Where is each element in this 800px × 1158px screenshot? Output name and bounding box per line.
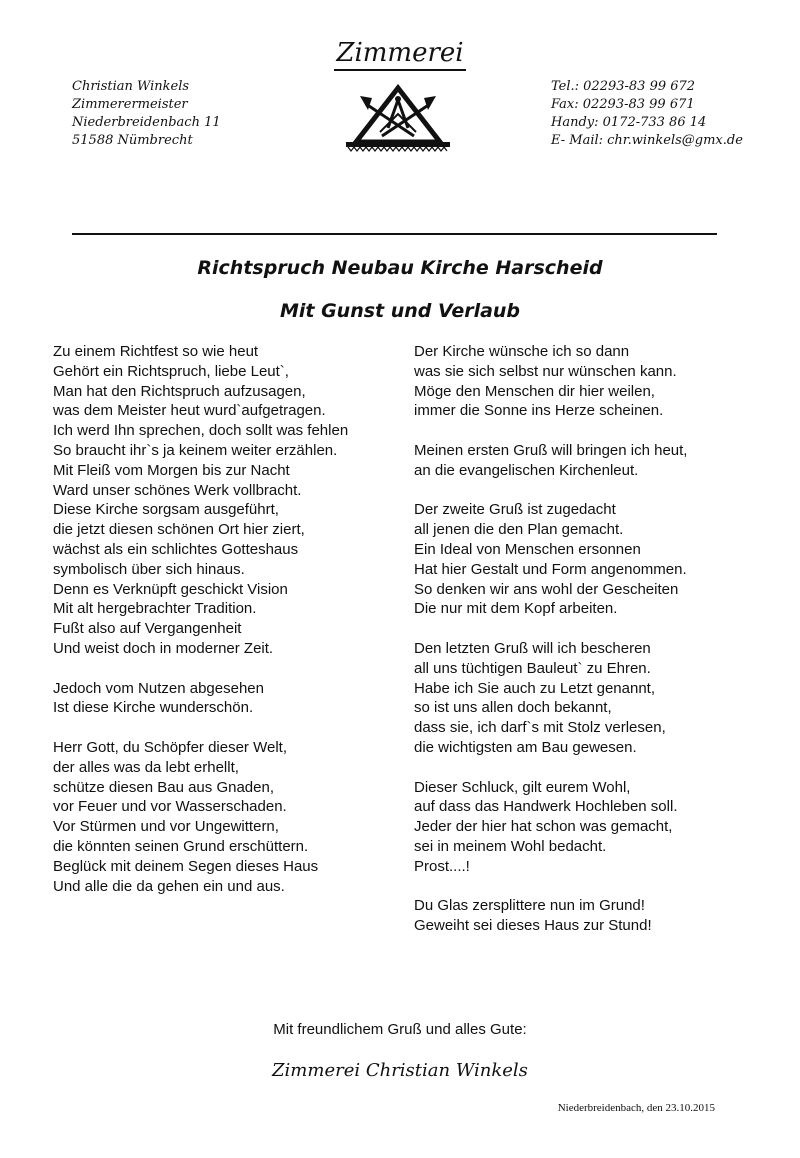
poem-line: Der Kirche wünsche ich so dann <box>414 343 630 360</box>
poem-line: wächst als ein schlichtes Gotteshaus <box>53 540 299 558</box>
poem-stanza <box>414 778 687 877</box>
poem-line: Ein Ideal von Menschen ersonnen <box>414 540 641 558</box>
poem-line: Geweiht sei dieses Haus zur Stund! <box>414 917 652 935</box>
page-title: Richtspruch Neubau Kirche Harscheid <box>197 257 603 279</box>
poem-line: Jedoch vom Nutzen abgesehen <box>53 679 264 697</box>
sender-city: 51588 Nümbrecht <box>72 133 193 148</box>
poem-stanza <box>414 896 687 936</box>
poem-line: So denken wir ans wohl der Gescheiten <box>414 580 679 598</box>
poem-line: Mit Fleiß vom Morgen bis zur Nacht <box>53 461 290 479</box>
poem-line: auf dass das Handwerk Hochleben soll. <box>414 798 678 816</box>
contact-mobile: Handy: 0172-733 86 14 <box>551 115 707 130</box>
poem-line: Prost....! <box>414 857 470 875</box>
poem-line: Denn es Verknüpft geschickt Vision <box>53 580 288 598</box>
poem-line: Ich werd Ihn sprechen, doch sollt was fehlen <box>53 422 349 440</box>
poem-line: Ward unser schönes Werk vollbracht. <box>53 481 302 499</box>
poem-right-column <box>414 342 687 956</box>
company-brand <box>0 38 800 68</box>
poem-line: die wichtigsten am Bau gewesen. <box>414 738 637 756</box>
contact-phone: Tel.: 02293-83 99 672 <box>551 79 696 94</box>
poem-line: vor Feuer und vor Wasserschaden. <box>53 798 287 816</box>
poem-stanza <box>53 738 348 896</box>
poem-line: an die evangelischen Kirchenleut. <box>414 461 639 479</box>
poem-line: immer die Sonne ins Herze scheinen. <box>414 402 664 420</box>
poem-line: Vor Stürmen und vor Ungewittern, <box>53 818 279 836</box>
poem-left-column <box>53 342 348 916</box>
poem-line: Mit alt hergebrachter Tradition. <box>53 600 257 618</box>
signature: Zimmerei Christian Winkels <box>272 1060 528 1081</box>
poem-line: all uns tüchtigen Bauleut` zu Ehren. <box>414 659 651 677</box>
poem-line: Beglück mit deinem Segen dieses Haus <box>53 857 319 875</box>
poem-line: Möge den Menschen dir hier weilen, <box>414 382 655 400</box>
poem-line: Der zweite Gruß ist zugedacht <box>414 501 616 519</box>
poem-line: was sie sich selbst nur wünschen kann. <box>414 362 677 380</box>
poem-line: Den letzten Gruß will ich bescheren <box>414 639 651 657</box>
poem-line: Die nur mit dem Kopf arbeiten. <box>414 600 618 618</box>
poem-stanza <box>414 500 687 619</box>
sender-address <box>72 78 221 150</box>
poem-line: Und alle die da gehen ein und aus. <box>53 877 285 895</box>
poem-stanza <box>414 639 687 758</box>
header-divider <box>72 233 717 235</box>
poem-line: so ist uns allen doch bekannt, <box>414 699 612 717</box>
poem-line: dass sie, ich darf`s mit Stolz verlesen, <box>414 719 666 737</box>
poem-line: schütze diesen Bau aus Gnaden, <box>53 778 274 796</box>
poem-line: symbolisch über sich hinaus. <box>53 560 245 578</box>
poem-line: Jeder der hier hat schon was gemacht, <box>414 818 673 836</box>
poem-stanza <box>414 441 687 481</box>
closing-greeting: Mit freundlichem Gruß und alles Gute: <box>273 1021 527 1038</box>
poem-line: all jenen die den Plan gemacht. <box>414 521 624 539</box>
poem-line: die jetzt diesen schönen Ort hier ziert, <box>53 521 305 539</box>
poem-line: Ist diese Kirche wunderschön. <box>53 699 254 717</box>
sender-street: Niederbreidenbach 11 <box>72 115 221 130</box>
poem-line: der alles was da lebt erhellt, <box>53 758 239 776</box>
poem-line: Und weist doch in moderner Zeit. <box>53 639 274 657</box>
brand-text: Zimmerei <box>334 38 465 71</box>
carpenter-guild-emblem-icon <box>342 84 454 154</box>
poem-line: Habe ich Sie auch zu Letzt genannt, <box>414 679 655 697</box>
sender-name: Christian Winkels <box>72 79 190 94</box>
poem-stanza <box>53 679 348 719</box>
poem-line: was dem Meister heut wurd`aufgetragen. <box>53 402 326 420</box>
poem-line: Meinen ersten Gruß will bringen ich heut, <box>414 441 688 459</box>
poem-line: Du Glas zersplittere nun im Grund! <box>414 897 645 915</box>
contact-fax: Fax: 02293-83 99 671 <box>551 97 695 112</box>
poem-stanza <box>414 342 687 421</box>
poem-stanza <box>53 342 348 659</box>
contact-details <box>551 78 743 150</box>
place-and-date: Niederbreidenbach, den 23.10.2015 <box>557 1102 715 1114</box>
poem-line: Gehört ein Richtspruch, liebe Leut`, <box>53 362 289 380</box>
contact-email: E- Mail: chr.winkels@gmx.de <box>551 133 743 148</box>
poem-line: Man hat den Richtspruch aufzusagen, <box>53 382 306 400</box>
page-subtitle: Mit Gunst und Verlaub <box>279 300 521 322</box>
sender-title: Zimmerermeister <box>72 97 188 112</box>
poem-line: So braucht ihr`s ja keinem weiter erzählen. <box>53 441 338 459</box>
poem-line: Dieser Schluck, gilt eurem Wohl, <box>414 778 631 796</box>
poem-line: Zu einem Richtfest so wie heut <box>53 343 259 360</box>
poem-line: Hat hier Gestalt und Form angenommen. <box>414 560 687 578</box>
poem-line: Diese Kirche sorgsam ausgeführt, <box>53 501 279 519</box>
poem-line: die könnten seinen Grund erschüttern. <box>53 837 309 855</box>
poem-line: sei in meinem Wohl bedacht. <box>414 837 607 855</box>
poem-line: Fußt also auf Vergangenheit <box>53 620 242 638</box>
poem-line: Herr Gott, du Schöpfer dieser Welt, <box>53 738 287 756</box>
